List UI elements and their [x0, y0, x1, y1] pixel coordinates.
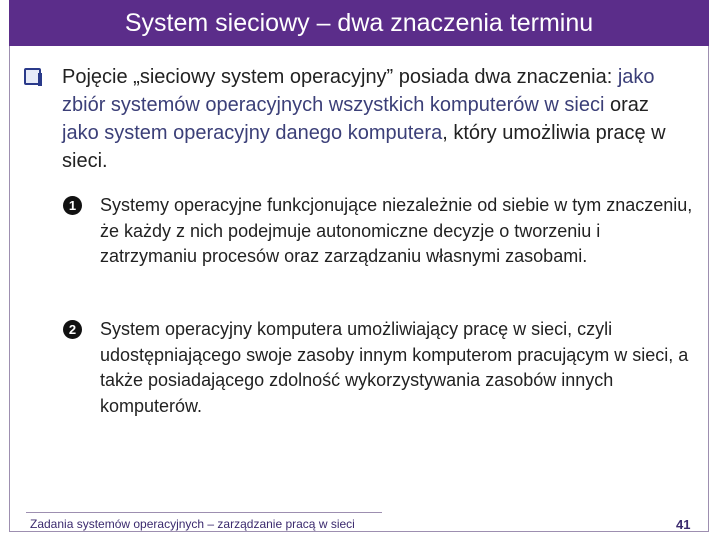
footer-divider — [26, 512, 382, 513]
sub-bullet-1 — [63, 193, 693, 270]
main-bullet-highlight-1: jako zbiór systemów operacyjnych wszystkich komputerów w sieci — [62, 66, 655, 116]
main-bullet-text-part1: Pojęcie „sieciowy system operacyjny” posiada dwa znaczenia: — [62, 66, 618, 88]
main-bullet-text-part5: , który umożliwia pracę w sieci. — [62, 122, 666, 172]
number-2-icon: 2 — [63, 320, 82, 339]
main-bullet-text-part3: oraz — [604, 94, 649, 116]
main-bullet-text — [62, 63, 684, 175]
number-1-icon: 1 — [63, 196, 82, 215]
sub-bullet-1-text: Systemy operacyjne funkcjonujące niezależnie od siebie w tym znaczeniu, że każdy z nich podejmuje autonomiczne decyzje o tworzeniu i zatrzymaniu procesów oraz zarządzaniu własnymi zasobami. — [100, 195, 693, 266]
main-bullet-highlight-2: jako system operacyjny danego komputera — [62, 122, 443, 144]
main-bullet — [24, 63, 684, 175]
footer-text: Zadania systemów operacyjnych – zarządzanie pracą w sieci — [30, 517, 355, 531]
page-number: 41 — [676, 517, 691, 532]
checkbox-bullet-icon — [24, 68, 41, 85]
slide-title: System sieciowy – dwa znaczenia terminu — [9, 0, 709, 46]
sub-bullet-2 — [63, 317, 693, 419]
sub-bullet-2-text: System operacyjny komputera umożliwiający pracę w sieci, czyli udostępniającego swoje zasoby innym komputerom pracującym w sieci, a także posiadającego zdolność wykorzystywania zasobów innych komputerów. — [100, 319, 689, 416]
